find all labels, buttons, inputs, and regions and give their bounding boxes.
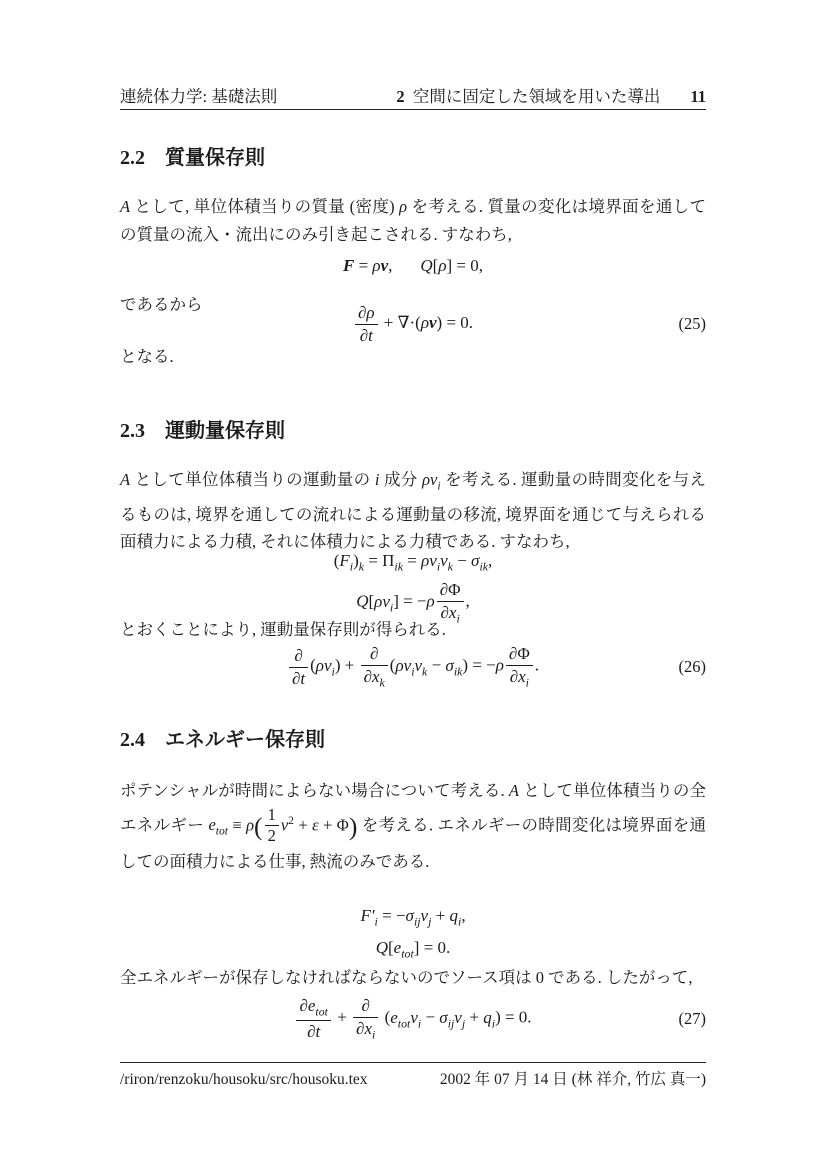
section-2-4-title: エネルギー保存則 bbox=[165, 729, 325, 751]
equation-mass-flux-definition: F = ρv, Q[ρ] = 0, bbox=[342, 256, 484, 275]
equation-26-row bbox=[120, 643, 706, 691]
section-2-2-tail: となる. bbox=[120, 347, 174, 366]
header-section-title: 空間に固定した領域を用いた導出 bbox=[412, 87, 661, 106]
section-2-4-heading bbox=[120, 723, 706, 752]
equation-26-number: (26) bbox=[678, 657, 706, 676]
equations-momentum-definitions bbox=[120, 551, 706, 626]
footer-rule bbox=[120, 1062, 706, 1063]
section-2-2-connector: であるから bbox=[120, 295, 203, 314]
equation-momentum-flux: $(F_i)_k = \Pi_{ik} = \rho v_iv_k - \sigma_{ik}$, bbox=[333, 551, 493, 574]
section-2-3-paragraph: A として単位体積当りの運動量の i 成分 $\rho v_i$ を考える. 運動量の時間変化を与えるものは, 境界を通しての流れによる運動量の移流, 境界面を通じて与えられる面積力による力積, それに体積力による力積である. すなわち, bbox=[120, 470, 707, 552]
section-2-3-number: 2.3 bbox=[120, 420, 145, 442]
equation-energy-flux: $F'_i = -\sigma_{ij}v_j + q_i$, bbox=[360, 906, 466, 929]
section-2-4-connector: 全エネルギーが保存しなければならないのでソース項は 0 である. したがって, bbox=[120, 968, 693, 987]
section-2-2-number: 2.2 bbox=[120, 147, 145, 169]
header-section-number: 2 bbox=[396, 87, 405, 106]
page-header bbox=[120, 83, 706, 107]
equation-26: $\frac{\partial}{\partial t}$ $(\rho v_i)$ + $\frac{\partial}{\partial x_k}$ $(\rho v_iv_k - \sigma_{ik}) = -\rho$ $\frac{\partial\Phi}{\partial x_i}$ . bbox=[287, 644, 539, 690]
section-2-2-paragraph: A として, 単位体積当りの質量 (密度) ρ を考える. 質量の変化は境界面を通しての質量の流入・流出にのみ引き起こされる. すなわち, bbox=[120, 197, 706, 244]
header-rule bbox=[120, 109, 706, 110]
section-2-3-connector: とおくことにより, 運動量保存則が得られる. bbox=[120, 620, 446, 639]
header-running-title: 連続体力学: 基礎法則 bbox=[120, 87, 278, 106]
equation-27: $\frac{\partial e_{tot}}{\partial t}$ + $\frac{\partial}{\partial x_i}$ $(e_{tot}v_i - \sigma_{ij}v_j + q_i) = 0$. bbox=[294, 996, 531, 1042]
footer-file-path: /riron/renzoku/housoku/src/housoku.tex bbox=[120, 1071, 368, 1088]
page-footer bbox=[120, 1067, 706, 1089]
section-2-4-paragraph: ポテンシャルが時間によらない場合について考える. A として単位体積当りの全エネルギー $e_{tot} \equiv \rho$( $\frac{1}{2}$ $v^2 + \varepsilon + \Phi$) を考える. エネルギーの時間変化は境界面を通しての面積力による仕事, 熱流のみである. bbox=[120, 781, 706, 871]
header-section-group bbox=[396, 83, 706, 107]
section-2-2-heading bbox=[120, 141, 706, 170]
equations-energy-definitions bbox=[120, 906, 706, 962]
equation-25: $\frac{\partial\rho}{\partial t}$ + ∇·(ρv) = 0. bbox=[353, 303, 473, 345]
section-2-2-title: 質量保存則 bbox=[165, 147, 265, 169]
section-2-3-heading bbox=[120, 414, 706, 443]
equation-25-number: (25) bbox=[678, 314, 706, 333]
footer-date-authors: 2002 年 07 月 14 日 (林 祥介, 竹広 真一) bbox=[439, 1071, 706, 1088]
equation-27-row bbox=[120, 996, 706, 1042]
section-2-3-title: 運動量保存則 bbox=[165, 420, 285, 442]
section-2-4-number: 2.4 bbox=[120, 729, 145, 751]
header-section bbox=[396, 83, 660, 107]
header-page-number: 11 bbox=[690, 87, 706, 106]
equation-energy-source: $Q[e_{tot}] = 0$. bbox=[375, 938, 451, 961]
equation-momentum-source: $Q[\rho v_i] = -\rho$ $\frac{\partial\Phi}{\partial x_i}$ , bbox=[356, 580, 470, 626]
equation-25-row bbox=[120, 302, 706, 346]
equation-27-number: (27) bbox=[678, 1009, 706, 1028]
